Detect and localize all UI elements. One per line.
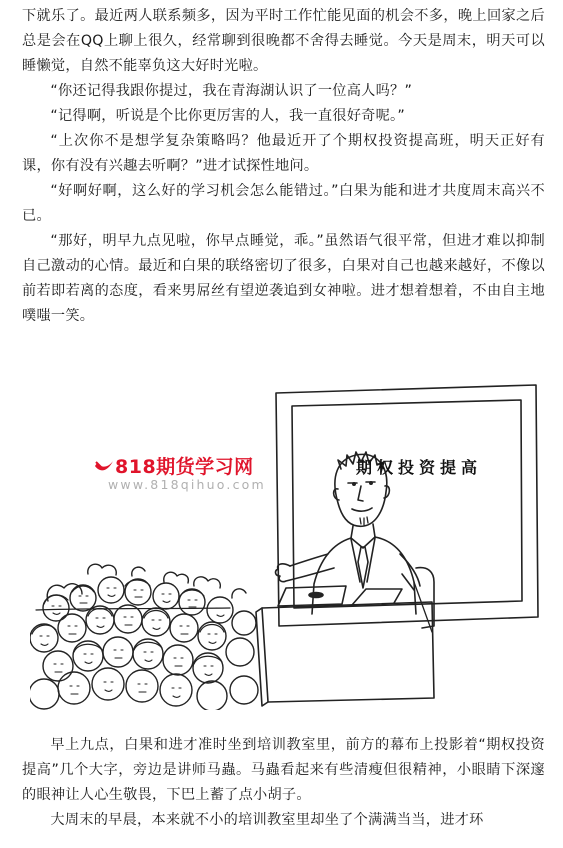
watermark-logo[interactable] xyxy=(93,452,254,479)
classroom-illustration xyxy=(30,376,542,710)
projection-screen xyxy=(276,385,538,626)
paragraph: 早上九点，白果和进才准时坐到培训教室里，前方的幕布上投影着“期权投资提高”几个大字，旁边是讲师马蟲。马蟲看起来有些清瘦但很精神，小眼睛下深邃的眼神让人心生敬畏，下巴上蓄了点小胡子。 xyxy=(22,737,545,803)
board-title: 期权投资提高 xyxy=(356,458,483,477)
paragraph: “好啊好啊，这么好的学习机会怎么能错过。”白果为能和进才共度周末高兴不已。 xyxy=(22,183,545,224)
paragraph: “那好，明早九点见啦，你早点睡觉，乖。”虽然语气很平常，但进才难以抑制自己激动的心情。最近和白果的联络密切了很多，白果对自己也越来越好，不像以前若即若离的态度，看来男屌丝有望逆袭追到女神啦。进才想着想着，不由自主地噗嗤一笑。 xyxy=(22,233,545,324)
watermark-brand: 818期货学习网 xyxy=(115,456,254,478)
top-text-block xyxy=(22,4,545,329)
bottom-text-block xyxy=(22,733,545,833)
paragraph: 下就乐了。最近两人联系频多，因为平时工作忙能见面的机会不多，晚上回家之后总是会在QQ上聊上很久，经常聊到很晚都不舍得去睡觉。今天是周末，明天可以睡懒觉，自然不能辜负这大好时光啦。 xyxy=(22,8,545,74)
paragraph: 大周末的早晨，本来就不小的培训教室里却坐了个满满当当，进才环 xyxy=(50,812,484,828)
swoosh-icon xyxy=(93,457,115,475)
audience-crowd xyxy=(30,564,258,710)
paragraph: “你还记得我跟你提过，我在青海湖认识了一位高人吗？” xyxy=(50,83,413,99)
paragraph: “记得啊，听说是个比你更厉害的人，我一直很好奇呢。” xyxy=(50,108,405,124)
watermark-url[interactable]: www.818qihuo.com xyxy=(108,477,266,492)
paragraph: “上次你不是想学复杂策略吗？他最近开了个期权投资提高班，明天正好有课，你有没有兴趣去听啊？”进才试探性地问。 xyxy=(22,133,545,174)
